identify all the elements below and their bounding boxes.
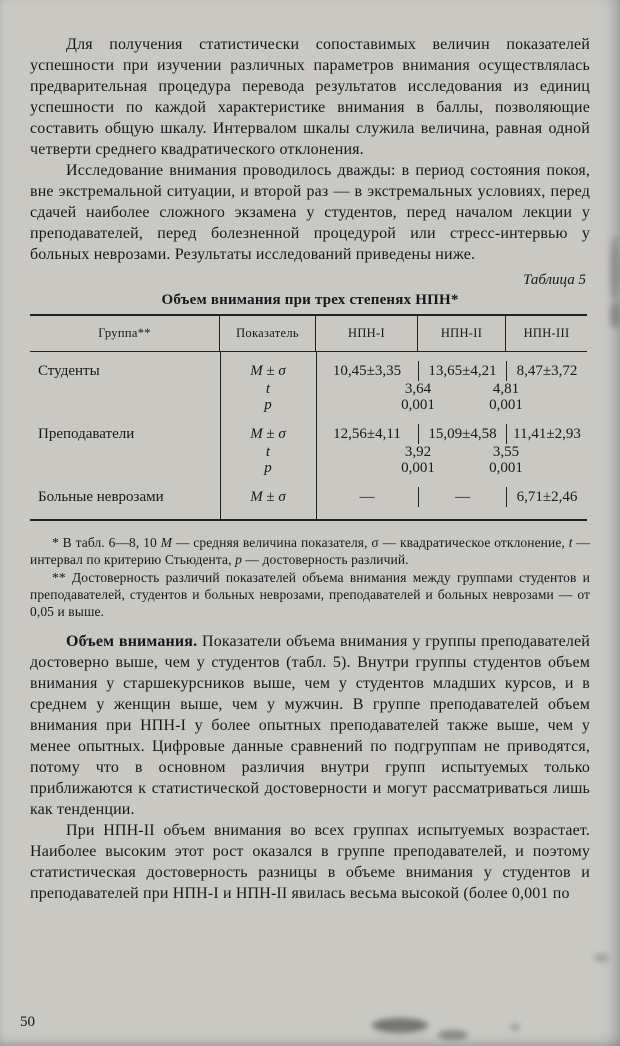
value-npn1: 12,56±4,11: [333, 426, 401, 442]
symbol-m: M: [160, 535, 173, 550]
group-name: Больные неврозами: [38, 489, 164, 505]
footnote-text: — достоверность различий.: [241, 552, 409, 567]
symbol-p: p: [235, 552, 242, 567]
table-row: [30, 424, 587, 444]
t-value-2: 3,55: [492, 444, 520, 460]
value-npn3: 8,47±3,72: [506, 361, 587, 381]
value-npn3: 6,71±2,46: [506, 487, 587, 507]
table-label: Таблица 5: [523, 272, 586, 288]
table-row: [30, 444, 587, 460]
symbol-t: t: [568, 535, 573, 550]
table-header-row: [30, 316, 587, 352]
value-npn2: 15,09±4,58: [418, 424, 506, 444]
table-group-neurotic-patients: [30, 487, 587, 507]
value-npn1: 10,45±3,35: [332, 363, 402, 379]
paragraph-text: Показатели объема внимания у группы преподавателей достоверно выше, чем у студентов (табл. 5). Внутри группы студентов объем внимания у старшекурсников выше, чем у студентов младших курсов, и в среднем у женщин выше, чем у мужчин. В группе преподавателей объем внимания при НПН-I у более опытных преподавателей также выше, чем у менее опытных. Цифровые данные сравнений по подгруппам не приводятся, потому что в основном различия внутри групп испытуемых только приближаются к статистической достоверности и могут рассматриваться лишь как тенденции.: [30, 633, 590, 818]
intro-paragraph-2: Исследование внимания проводилось дважды: в период состояния покоя, вне экстремальной ситуации, и второй раз — в экстремальных условиях, перед сдачей наиболее сложного экзамена у студентов, перед началом лекции у преподавателей, перед болезненной процедурой или стресс-интервью у больных неврозами. Результаты исследований приведены ниже.: [30, 162, 590, 263]
empty-cell: [30, 444, 220, 460]
table-title: Объем внимания при трех степенях НПН*: [161, 292, 459, 308]
group-name: Преподаватели: [38, 426, 135, 442]
indicator-label: M ± σ: [250, 426, 286, 442]
intro-paragraph-1: Для получения статистически сопоставимых величин показателей успешности при изучении различных параметров внимания осуществлялась предварительная процедура перевода результатов исследования из единиц успешности по каждой характеристике внимания в баллы, позволяющие составить общую шкалу. Интервалом шкалы служила величина, равная одной четверти среднего квадратического отклонения.: [30, 36, 590, 158]
table-header-npn1: НПН-I: [316, 316, 418, 351]
empty-cell: [30, 460, 220, 476]
t-value-1: 3,64: [404, 381, 432, 397]
table-header-indicator: Показатель: [220, 316, 316, 351]
straddle-values: [316, 460, 587, 476]
scan-smudge: [372, 1018, 428, 1033]
indicator-label: t: [265, 381, 271, 397]
table-body: [30, 352, 587, 519]
scan-smudge: [610, 236, 619, 302]
paragraph-lead: Объем внимания.: [66, 633, 198, 650]
body-paragraph-2: При НПН-II объем внимания во всех группах испытуемых возрастает. Наиболее высоким этот рост оказался в группе преподавателей, и поэтому статистическая достоверность разницы в объеме внимания у студентов и преподавателей при НПН-I и НПН-II явилась весьма высокой (более 0,001 по: [30, 822, 590, 902]
group-name: Студенты: [38, 363, 100, 379]
value-npn1: —: [359, 489, 375, 505]
page-number: 50: [20, 1014, 35, 1030]
table-header-npn2: НПН-II: [418, 316, 506, 351]
value-npn2: —: [418, 487, 506, 507]
table-header-npn3: НПН-III: [523, 326, 570, 340]
p-value-1: 0,001: [401, 460, 435, 476]
table-row: [30, 487, 587, 507]
straddle-values: [316, 397, 587, 413]
t-value-1: 3,92: [404, 444, 432, 460]
footnote-text: — интервал по критерию Стьюдента,: [30, 535, 590, 567]
scan-smudge: [610, 302, 620, 328]
scan-smudge: [438, 1030, 468, 1040]
footnotes: [30, 534, 590, 620]
straddle-values: [316, 381, 587, 397]
table-group-teachers: [30, 424, 587, 476]
footnote-2: ** Достоверность различий показателей объема внимания между группами студентов и преподавателей, студентов и больных неврозами, преподавателей и больных неврозами — от 0,05 и выше.: [30, 570, 590, 619]
p-value-2: 0,001: [489, 397, 523, 413]
table-row: [30, 460, 587, 476]
empty-cell: [30, 381, 220, 397]
table-vertical-rule-2: [316, 352, 317, 519]
footnote-text: — средняя величина показателя, σ — квадратическое отклонение,: [172, 535, 569, 550]
value-npn3: 11,41±2,93: [506, 424, 587, 444]
table-group-students: [30, 361, 587, 413]
body-paragraph-1: [30, 631, 590, 820]
indicator-label: t: [265, 444, 271, 460]
value-npn2: 13,65±4,21: [418, 361, 506, 381]
t-value-2: 4,81: [492, 381, 520, 397]
indicator-label: M ± σ: [250, 363, 286, 379]
p-value-2: 0,001: [489, 460, 523, 476]
empty-cell: [30, 397, 220, 413]
indicator-label: M ± σ: [250, 489, 286, 505]
main-text: [30, 631, 590, 904]
table-vertical-rule-1: [220, 352, 221, 519]
indicator-label: p: [264, 460, 272, 476]
footnote-1: [30, 534, 590, 568]
table-row: [30, 397, 587, 413]
table-row: [30, 381, 587, 397]
scan-smudge: [510, 1024, 520, 1030]
p-value-1: 0,001: [401, 397, 435, 413]
table-header-group: Группа**: [30, 316, 220, 351]
footnote-text: * В табл. 6—8, 10: [52, 535, 161, 550]
attention-volume-table: [30, 314, 587, 521]
scan-smudge: [594, 954, 608, 962]
straddle-values: [316, 444, 587, 460]
table-row: [30, 361, 587, 381]
indicator-label: p: [264, 397, 272, 413]
